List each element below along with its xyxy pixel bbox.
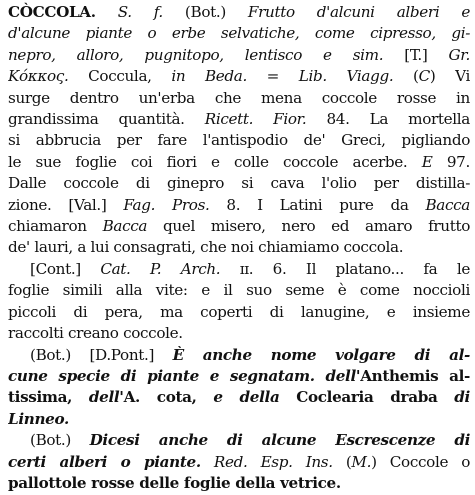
entry-text: = xyxy=(246,67,299,86)
entry-line xyxy=(8,88,470,109)
entry-text: CÒCCOLA. xyxy=(8,3,96,21)
entry-text: [T.] xyxy=(383,45,449,64)
entry-text: Lib. Viagg. xyxy=(298,67,394,86)
entry-text: Bacca xyxy=(425,195,470,214)
entry-text: È anche nome volgare di al- xyxy=(172,345,470,364)
entry-text: Κόκκος. xyxy=(8,67,69,86)
entry-text: 84. La mortella xyxy=(306,110,470,129)
entry-line xyxy=(8,237,470,258)
entry-text: 97. xyxy=(432,152,470,171)
entry-text: chiamaron xyxy=(8,217,103,236)
entry-line xyxy=(8,430,470,451)
entry-line xyxy=(8,216,470,237)
entry-line xyxy=(8,152,470,173)
entry-text: foglie simili alla vite: e il suo seme è come noccioli xyxy=(8,281,470,300)
entry-text: tissima, xyxy=(8,388,89,407)
entry-text: certi alberi o piante. xyxy=(8,452,201,471)
entry-text xyxy=(201,453,214,471)
entry-text: ɪɪ. 6. Il platano... fa le xyxy=(220,259,470,278)
entry-text: raccolti creano coccole. xyxy=(8,324,183,343)
entry-line xyxy=(8,109,470,130)
entry-text xyxy=(96,3,118,21)
entry-text: nepro, alloro, pugnitopo, lentisco e sim. xyxy=(8,45,384,64)
entry-line xyxy=(8,173,470,194)
entry-line xyxy=(8,409,470,430)
entry-text: Ricett. Fior. xyxy=(204,110,307,129)
entry-text: zione. [Val.] xyxy=(8,195,124,214)
entry-text: [Cont.] xyxy=(30,259,101,278)
entry-text: Frutto d'alcuni alberi e xyxy=(247,3,470,21)
entry-line xyxy=(8,366,470,387)
entry-text: Bacca xyxy=(102,217,148,236)
entry-text: ( xyxy=(332,452,352,471)
entry-text: ) Vi xyxy=(429,67,470,86)
entry-text: Fag. Pros. xyxy=(123,195,210,214)
entry-text: 8. I Latini pure da xyxy=(209,195,426,214)
entry-line xyxy=(8,45,470,66)
entry-text: dell' xyxy=(88,388,124,407)
entry-text: grandissima quantità. xyxy=(8,110,205,129)
entry-text: di xyxy=(454,388,470,407)
entry-text: piccoli di pera, ma coperti di lanugine, e insieme xyxy=(8,302,470,321)
entry-text: Red. Esp. Ins. xyxy=(213,452,333,471)
entry-text: quel misero, nero ed amaro frutto xyxy=(147,217,470,236)
entry-line xyxy=(8,345,470,366)
entry-text: M. xyxy=(351,452,372,471)
entry-text: ) Coccole o xyxy=(371,452,470,471)
entry-text: le sue foglie coi fiori e colle coccole acerbe. xyxy=(8,152,422,171)
entry-text: de' lauri, a lui consagrati, che noi chiamiamo coccola. xyxy=(8,238,404,257)
entry-text: surge dentro un'erba che mena coccole rosse in xyxy=(8,88,470,107)
entry-line xyxy=(8,323,470,344)
entry-line xyxy=(8,280,470,301)
entry-line xyxy=(8,130,470,151)
entry-line xyxy=(8,302,470,323)
entry-text: C xyxy=(418,67,430,86)
entry-text: pallottole rosse delle foglie della vetrice. xyxy=(8,473,341,492)
entry-text: Coclearia draba xyxy=(279,388,455,407)
entry-line xyxy=(8,473,470,494)
entry-text: E xyxy=(421,152,433,171)
entry-line xyxy=(8,259,470,280)
entry-text: (Bot.) xyxy=(162,3,248,21)
entry-text: A. cota, xyxy=(123,388,214,407)
entry-line xyxy=(8,23,470,44)
entry-text: (Bot.) xyxy=(30,431,90,450)
entry-text: Dalle coccole di ginepro si cava l'olio per distilla- xyxy=(8,174,470,193)
entry-line xyxy=(8,66,470,87)
entry-text: Coccula, xyxy=(68,67,172,86)
entry-text: Cat. P. Arch. xyxy=(100,259,221,278)
entry-text: in Beda. xyxy=(171,67,247,86)
entry-line xyxy=(8,387,470,408)
entry-text: Anthemis al- xyxy=(360,366,470,385)
entry-text: (Bot.) [D.Pont.] xyxy=(30,345,173,364)
entry-text: S. f. xyxy=(117,3,163,21)
entry-line xyxy=(8,2,470,23)
entry-text: ( xyxy=(393,67,419,86)
entry-text: Gr. xyxy=(448,45,470,64)
entry-text: cune specie di piante e segnatam. dell' xyxy=(8,366,361,385)
entry-text: si abbrucia per fare l'antispodio de' Greci, pigliando xyxy=(8,131,470,150)
entry-text: Linneo. xyxy=(8,409,69,428)
entry-line xyxy=(8,452,470,473)
entry-line xyxy=(8,195,470,216)
entry-text: d'alcune piante o erbe selvatiche, come cipresso, gi- xyxy=(8,24,470,43)
entry-text: Dicesi anche di alcune Escrescenze di xyxy=(89,431,470,450)
entry-text: e della xyxy=(213,388,280,407)
